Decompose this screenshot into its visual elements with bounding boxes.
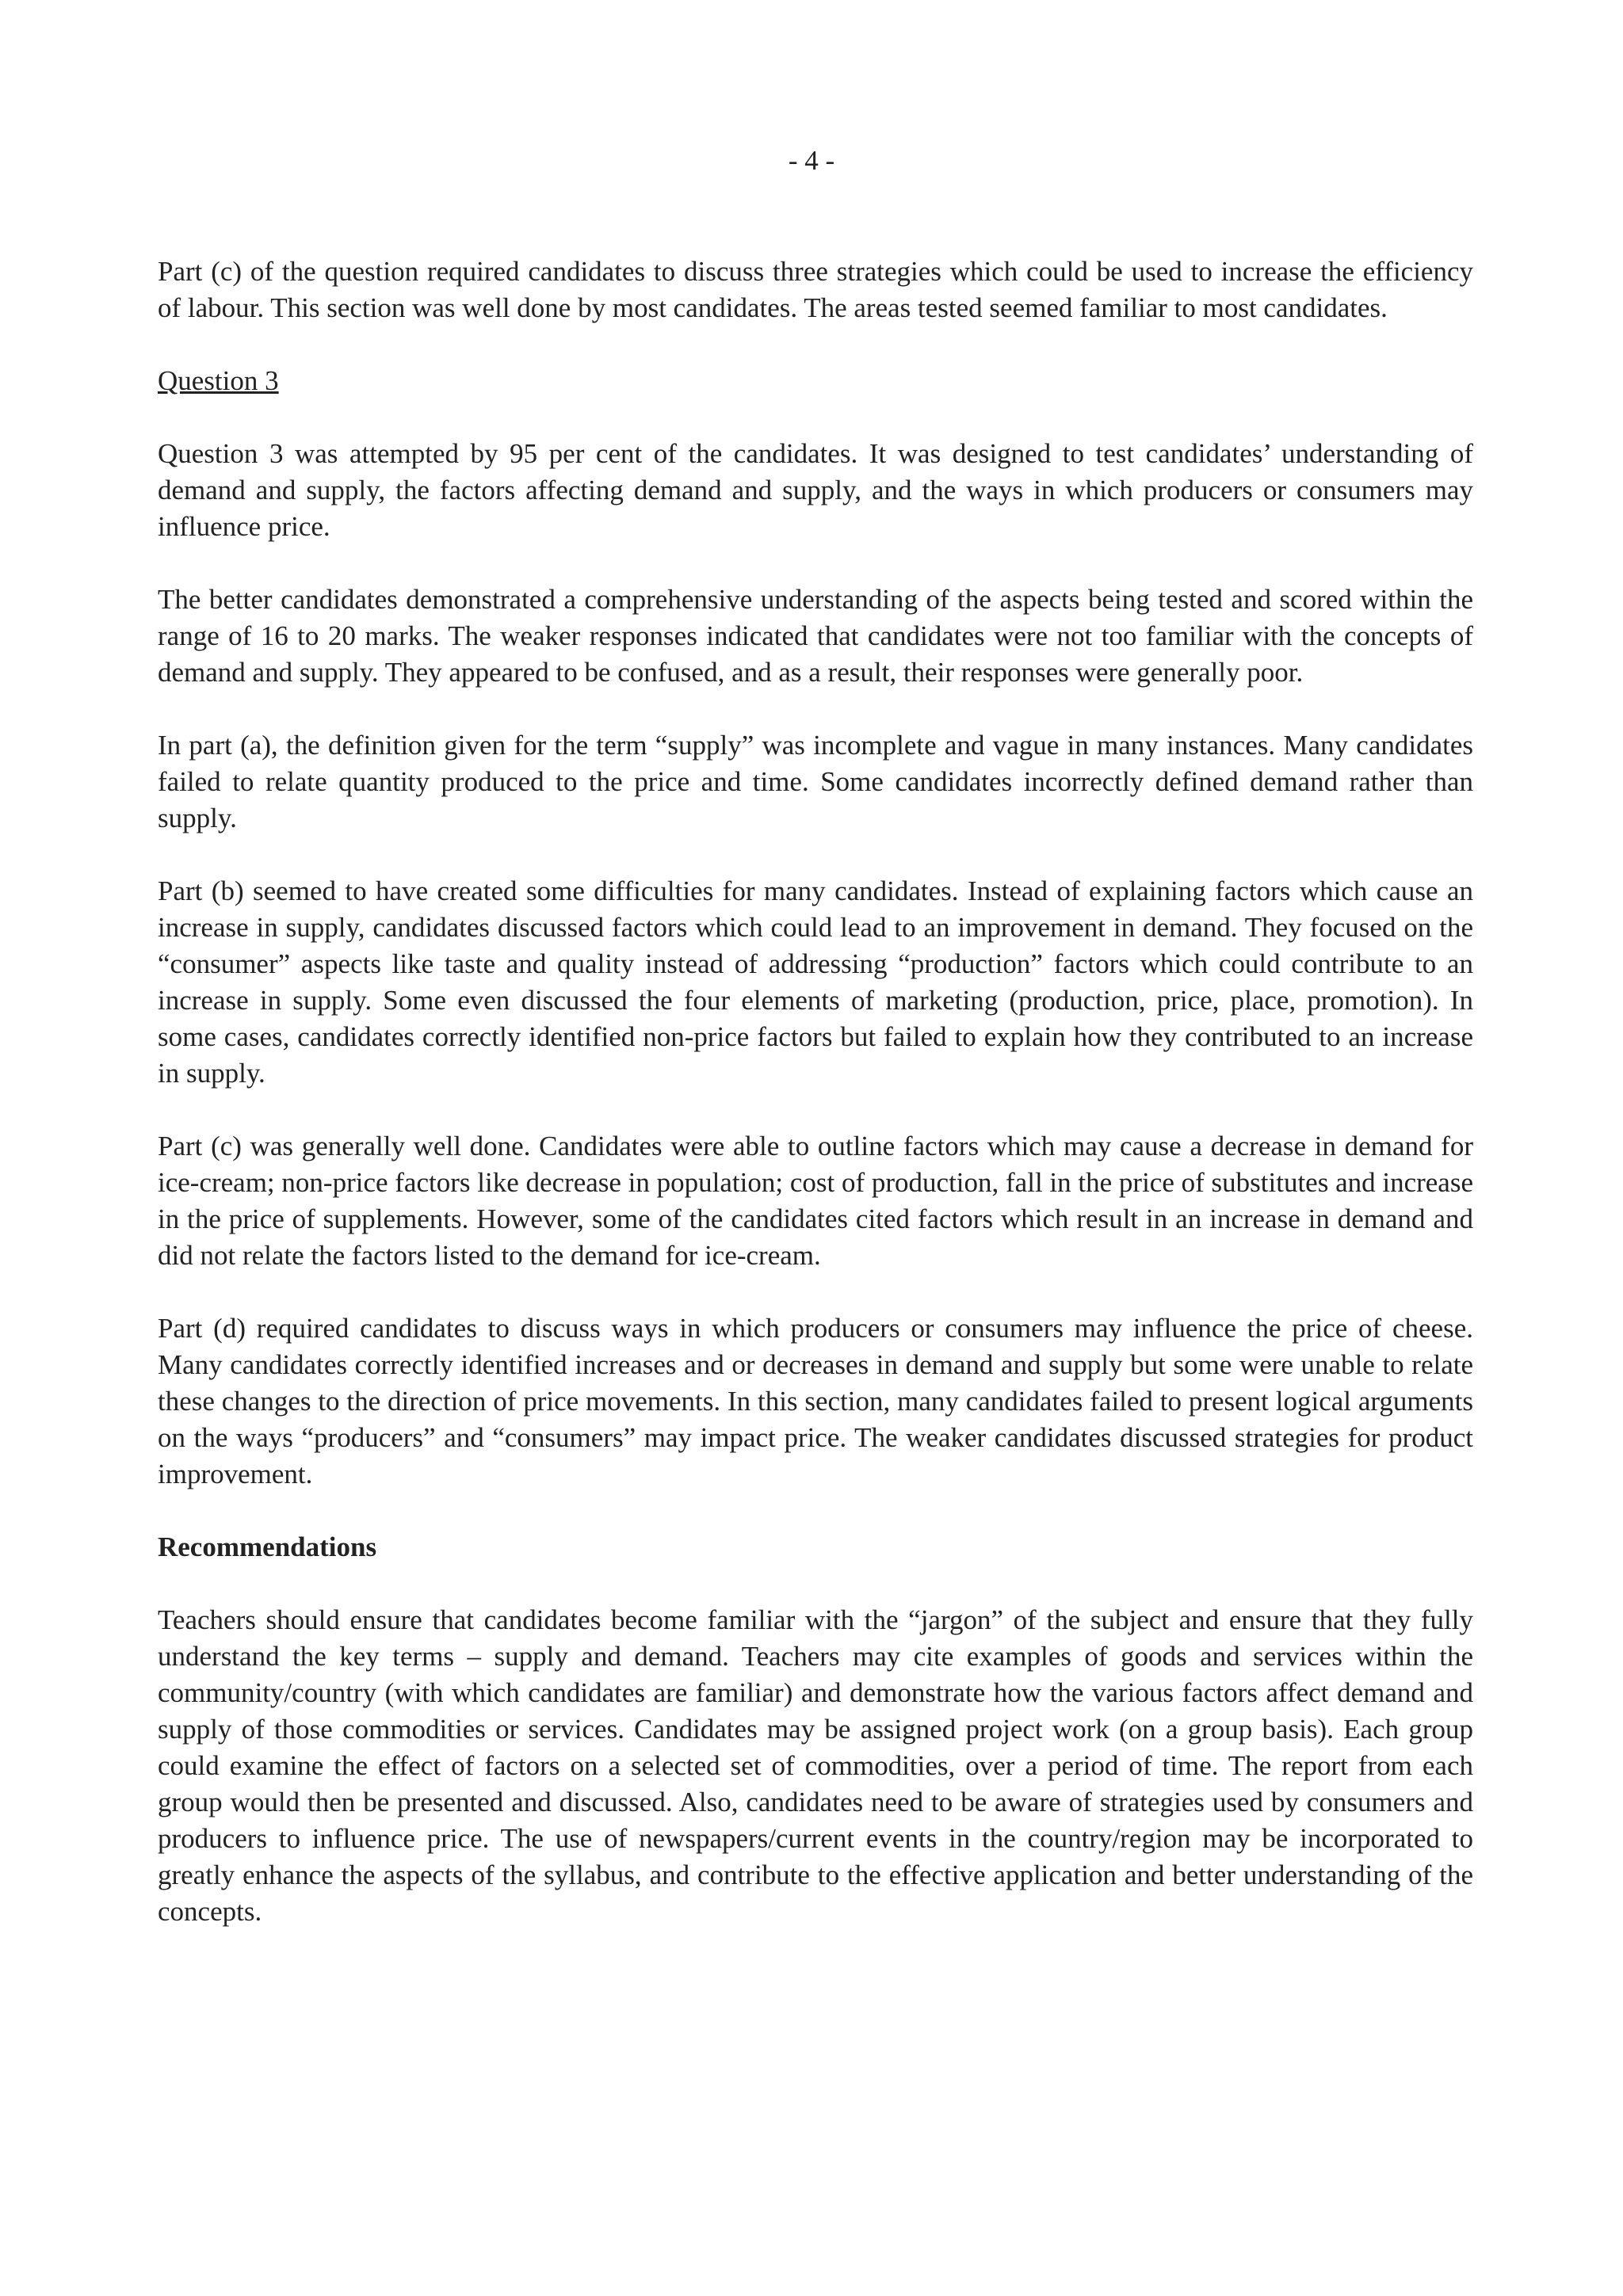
page-number: - 4 - xyxy=(788,145,835,176)
paragraph-part-c-labour: Part (c) of the question required candidates to discuss three strategies which could be used to increase the efficiency of labour. This section was well done by most candidates. The areas tested seemed familiar to most candidates. xyxy=(158,256,1473,323)
paragraph-part-d: Part (d) required candidates to discuss ways in which producers or consumers may influence the price of cheese. Many candidates correctly identified increases and or decreases in demand and supply but some were unable to relate these changes to the direction of price movements. In this section, many candidates failed to present logical arguments on the ways “producers” and “consumers” may impact price. The weaker candidates discussed strategies for product improvement. xyxy=(158,1313,1473,1489)
paragraph-question-3-intro: Question 3 was attempted by 95 per cent of the candidates. It was designed to test candidates’ understanding of demand and supply, the factors affecting demand and supply, and the ways in which producers or consumers may influence price. xyxy=(158,438,1473,542)
page-body xyxy=(158,254,1473,1966)
paragraph-better-candidates: The better candidates demonstrated a comprehensive understanding of the aspects being tested and scored within the range of 16 to 20 marks. The weaker responses indicated that candidates were not too familiar with the concepts of demand and supply. They appeared to be confused, and as a result, their responses were generally poor. xyxy=(158,584,1473,688)
paragraph-part-b: Part (b) seemed to have created some difficulties for many candidates. Instead of explaining factors which cause an increase in supply, candidates discussed factors which could lead to an improvement in demand. They focused on the “consumer” aspects like taste and quality instead of addressing “production” factors which could contribute to an increase in supply. Some even discussed the four elements of marketing (production, price, place, promotion). In some cases, candidates correctly identified non-price factors but failed to explain how they contributed to an increase in supply. xyxy=(158,875,1473,1089)
question-3-heading: Question 3 xyxy=(158,365,279,396)
recommendations-heading: Recommendations xyxy=(158,1531,377,1562)
paragraph-part-c: Part (c) was generally well done. Candidates were able to outline factors which may cause a decrease in demand for ice-cream; non-price factors like decrease in population; cost of production, fall in the price of substitutes and increase in the price of supplements. However, some of the candidates cited factors which result in an increase in demand and did not relate the factors listed to the demand for ice-cream. xyxy=(158,1131,1473,1271)
paragraph-recommendations: Teachers should ensure that candidates become familiar with the “jargon” of the subject and ensure that they fully understand the key terms – supply and demand. Teachers may cite examples of goods and services within the community/country (with which candidates are familiar) and demonstrate how the various factors affect demand and supply of those commodities or services. Candidates may be assigned project work (on a group basis). Each group could examine the effect of factors on a selected set of commodities, over a period of time. The report from each group would then be presented and discussed. Also, candidates need to be aware of strategies used by consumers and producers to influence price. The use of newspapers/current events in the country/region may be incorporated to greatly enhance the aspects of the syllabus, and contribute to the effective application and better understanding of the concepts. xyxy=(158,1604,1473,1927)
paragraph-part-a: In part (a), the definition given for the term “supply” was incomplete and vague in many instances. Many candidates failed to relate quantity produced to the price and time. Some candidates incorrectly defined demand rather than supply. xyxy=(158,730,1473,833)
